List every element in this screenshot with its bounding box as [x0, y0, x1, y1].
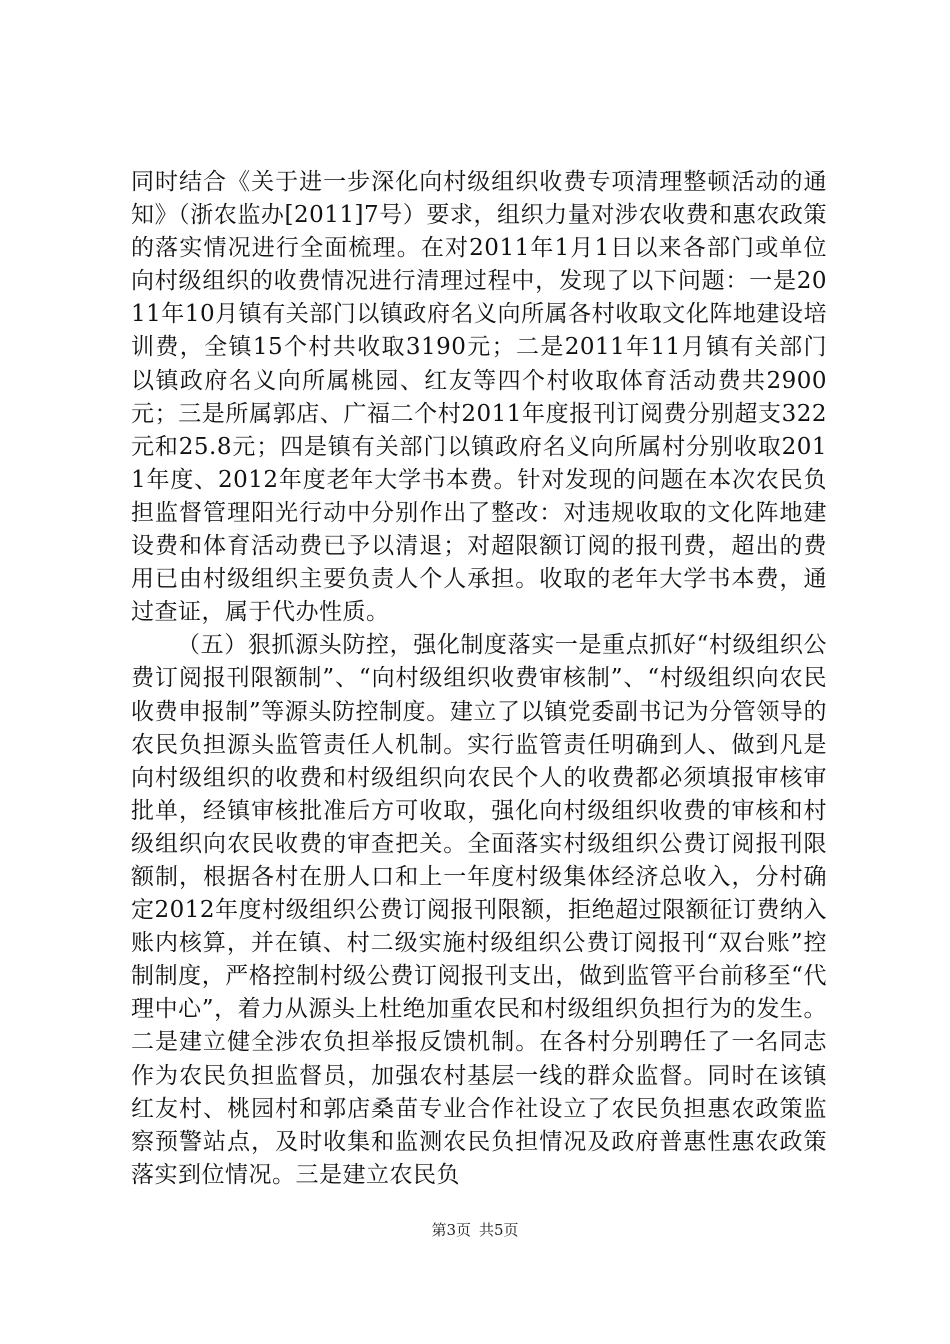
page-footer [0, 1220, 950, 1240]
paragraph-1: 同时结合《关于进一步深化向村级组织收费专项清理整顿活动的通知》（浙农监办[2011]7号）要求，组织力量对涉农收费和惠农政策的落实情况进行全面梳理。在对2011年1月1日以来各部门或单位向村级组织的收费情况进行清理过程中，发现了以下问题：一是2011年10月镇有关部门以镇政府名义向所属各村收取文化阵地建设培训费，全镇15个村共收取3190元；二是2011年11月镇有关部门以镇政府名义向所属桃园、红友等四个村收取体育活动费共2900元；三是所属郭店、广福二个村2011年度报刊订阅费分别超支322元和25.8元；四是镇有关部门以镇政府名义向所属村分别收取2011年度、2012年度老年大学书本费。针对发现的问题在本次农民负担监督管理阳光行动中分别作出了整改：对违规收取的文化阵地建设费和体育活动费已予以清退；对超限额订阅的报刊费，超出的费用已由村级组织主要负责人个人承担。收取的老年大学书本费，通过查证，属于代办性质。 [131, 169, 827, 626]
page-total: 共5页 [479, 1221, 519, 1239]
paragraph-2: （五）狠抓源头防控，强化制度落实一是重点抓好“村级组织公费订阅报刊限额制”、“向村级组织收费审核制”、“村级组织向农民收费申报制”等源头防控制度。建立了以镇党委副书记为分管领导的农民负担源头监管责任人机制。实行监管责任明确到人、做到凡是向村级组织的收费和村级组织向农民个人的收费都必须填报审核审批单，经镇审核批准后方可收取，强化向村级组织收费的审核和村级组织向农民收费的审查把关。全面落实村级组织公费订阅报刊限额制，根据各村在册人口和上一年度村级集体经济总收入，分村确定2012年度村级组织公费订阅报刊限额，拒绝超过限额征订费纳入账内核算，并在镇、村二级实施村级组织公费订阅报刊“双台账”控制制度，严格控制村级公费订阅报刊支出，做到监管平台前移至“代理中心”，着力从源头上杜绝加重农民和村级组织负担行为的发生。二是建立健全涉农负担举报反馈机制。在各村分别聘任了一名同志作为农民负担监督员，加强农村基层一线的群众监督。同时在该镇红友村、桃园村和郭店桑苗专业合作社设立了农民负担惠农政策监察预警站点，及时收集和监测农民负担情况及政府普惠性惠农政策落实到位情况。三是建立农民负 [131, 632, 827, 1188]
document-body [131, 166, 827, 1192]
page-number: 第3页 [431, 1221, 471, 1239]
